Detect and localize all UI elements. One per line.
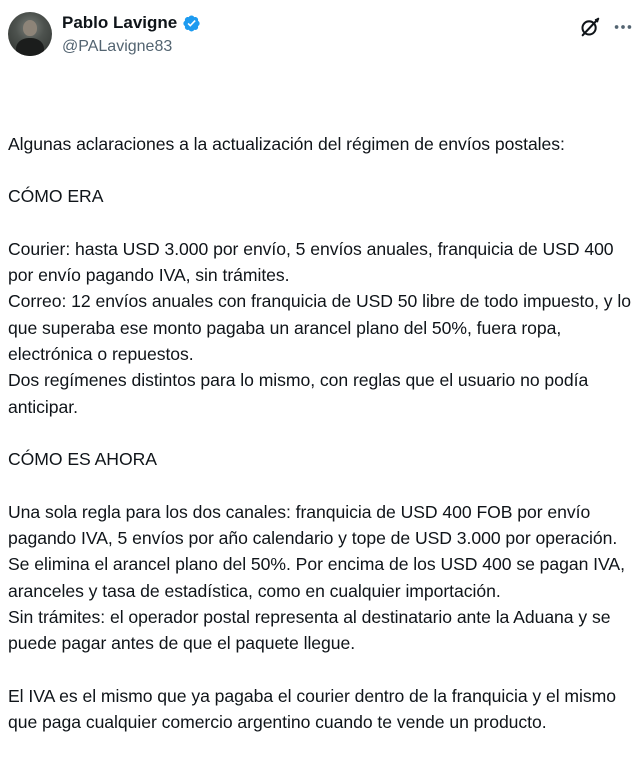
tweet-paragraph: Algunas aclaraciones a la actualización del régimen de envíos postales: <box>8 133 565 154</box>
author-display-name[interactable]: Pablo Lavigne <box>62 13 178 32</box>
tweet-text <box>8 78 636 762</box>
tweet-paragraph <box>8 472 632 498</box>
more-options-icon[interactable] <box>612 16 634 38</box>
avatar-head-shape <box>23 20 37 36</box>
tweet-paragraph: Sin trámites: el operador postal representa al destinatario ante la Aduana y se puede pagar antes de que el paquete llegue. <box>8 606 616 654</box>
section-heading: CÓMO ES AHORA <box>8 449 157 470</box>
avatar-body-shape <box>16 38 44 56</box>
tweet-paragraph: El IVA es el mismo que ya pagaba el courier dentro de la franquicia y el mismo que paga cualquier comercio argentino cuando te vende un producto. <box>8 685 621 733</box>
tweet-paragraph: Correo: 12 envíos anuales con franquicia de USD 50 libre de todo impuesto, y lo que superaba ese monto pagaba un arancel plano del 50%, fuera ropa, electrónica o repuestos. <box>8 291 636 364</box>
tweet-paragraph <box>8 157 632 183</box>
tweet-header <box>0 0 640 70</box>
tweet-paragraph <box>8 420 632 446</box>
section-heading: CÓMO ERA <box>8 186 104 207</box>
author-name-row <box>62 13 201 33</box>
tweet-paragraph: Se elimina el arancel plano del 50%. Por encima de los USD 400 se pagan IVA, aranceles y tasa de estadística, como en cualquier importación. <box>8 554 630 601</box>
tweet-paragraph: Una sola regla para los dos canales: franquicia de USD 400 FOB por envío pagando IVA, 5 envíos por año calendario y tope de USD 3.000 por operación. <box>8 501 618 549</box>
tweet-paragraph: Courier: hasta USD 3.000 por envío, 5 envíos anuales, franquicia de USD 400 por envío pagando IVA, sin trámites. <box>8 238 619 286</box>
tweet-paragraph <box>8 209 632 235</box>
verified-badge-icon <box>182 14 201 33</box>
author-handle[interactable]: @PALavigne83 <box>62 38 173 55</box>
tweet-paragraph <box>8 657 632 683</box>
grok-icon[interactable] <box>579 16 601 38</box>
tweet-paragraph: Dos regímenes distintos para lo mismo, con reglas que el usuario no podía anticipar. <box>8 370 594 417</box>
avatar[interactable] <box>8 12 52 56</box>
